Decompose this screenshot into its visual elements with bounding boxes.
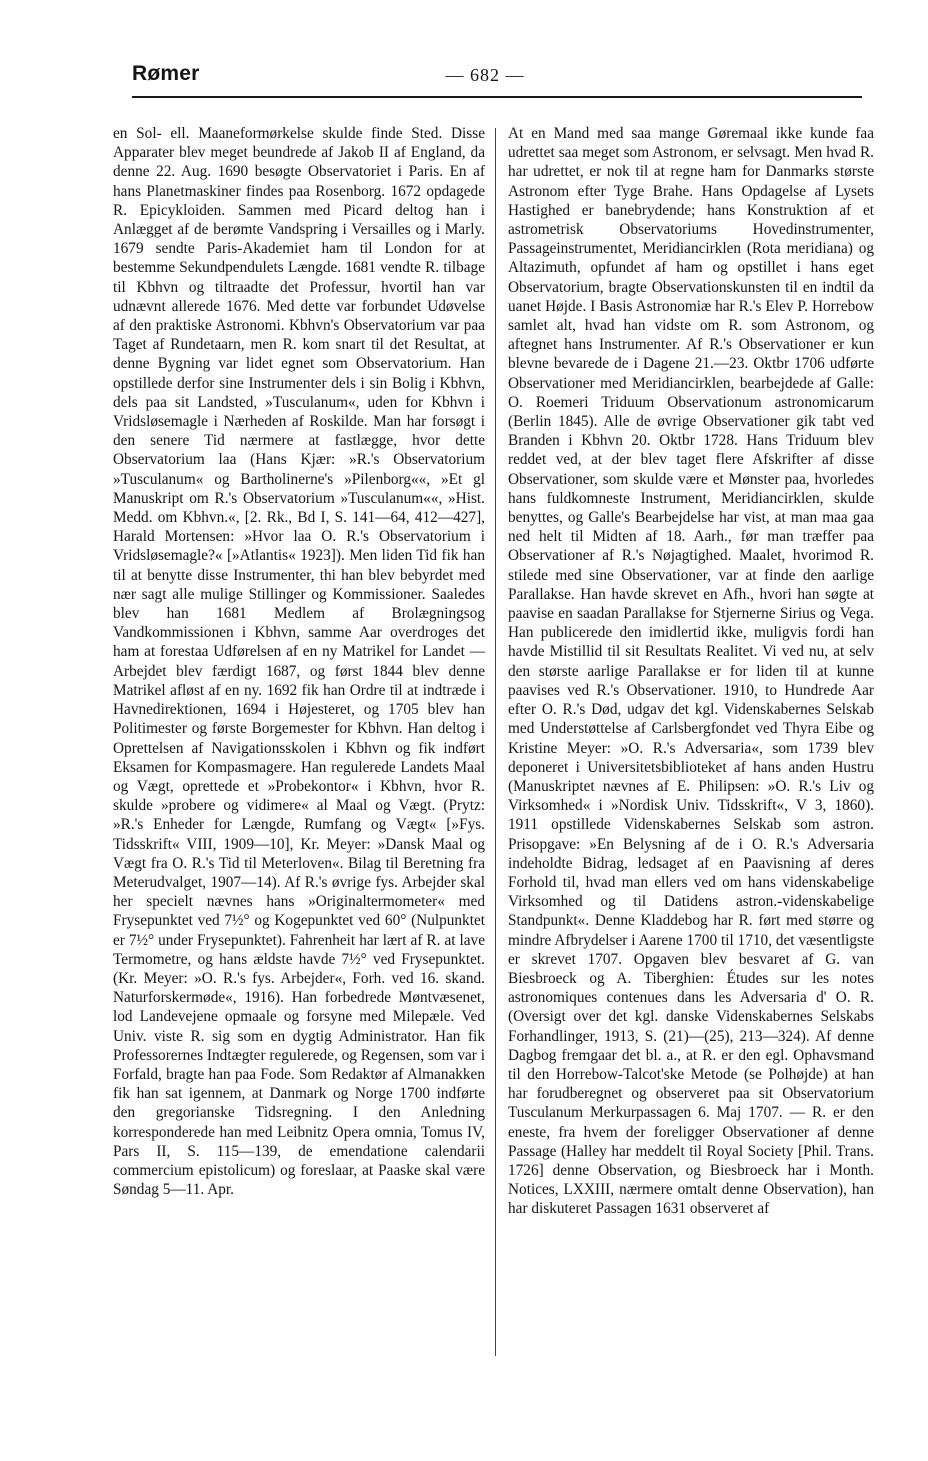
- page-number: — 682 —: [445, 65, 525, 85]
- left-column-text: en Sol- ell. Maaneformørkelse skulde finde Sted. Disse Apparater blev meget beundrede af Jakob II af England, da denne 22. Aug. 1690 besøgte Observatoriet i Paris. En af hans Planetmaskiner findes paa Rosenborg. 1672 opdagede R. Epicykloiden. Sammen med Picard deltog han i Anlægget af de berømte Vandspring i Versailles og i Marly. 1679 sendte Paris-Akademiet ham til London for at bestemme Sekundpendulets Længde. 1681 vendte R. tilbage til Kbhvn og tiltraadte det Professur, hvortil han var udnævnt allerede 1676. Med dette var forbundet Udøvelse af den praktiske Astronomi. Kbhvn's Observatorium var paa Taget af Rundetaarn, men R. kom snart til det Resultat, at denne Bygning var lidet egnet som Observatorium. Han opstillede derfor sine Instrumenter dels i sin Bolig i Kbhvn, dels paa sit Landsted, »Tusculanum«, uden for Kbhvn i Vridsløsemagle i Nærheden af Roskilde. Man har forsøgt i den senere Tid nærmere at fastlægge, hvor dette Observatorium laa (Hans Kjær: »R.'s Observatorium »Tusculanum« og Bartholinerne's »Pilenborg««, »Et gl Manuskript om R.'s Observatorium »Tusculanum««, »Hist. Medd. om Kbhvn.«, [2. Rk., Bd I, S. 141—64, 412—427], Harald Mortensen: »Hvor laa O. R.'s Observatorium i Vridsløsemagle?« [»Atlantis« 1923]). Men liden Tid fik han til at benytte disse Instrumenter, thi han blev bebyrdet med nær sagt alle mulige Stillinger og Kommissioner. Saaledes blev han 1681 Medlem af Brolægningsog Vandkommissionen i Kbhvn, samme Aar overdroges det ham at forestaa Udførelsen af en ny Matrikel for Landet — Arbejdet blev færdigt 1687, og først 1844 blev denne Matrikel afløst af en ny. 1692 fik han Ordre til at indtræde i Havnedirektionen, 1694 i Højesteret, og 1705 blev han Politimester og første Borgemester for Kbhvn. Han deltog i Oprettelsen af Navigationsskolen i Kbhvn og fik indført Eksamen for Kompasmagere. Han regulerede Landets Maal og Vægt, oprettede et »Probekontor« i Kbhvn, hvor R. skulde »probere og vidimere« al Maal og Vægt. (Prytz: »R.'s Enheder for Længde, Rumfang og Vægt« [»Fys. Tidsskrift« VIII, 1909—10], Kr. Meyer: »Dansk Maal og Vægt fra O. R.'s Tid til Meterloven«. Bilag til Beretning fra Meterudvalget, 1907—14). Af R.'s øvrige fys. Arbejder skal her specielt nævnes hans »Originaltermometer« med Frysepunktet ved 7½° og Kogepunktet ved 60° (Nulpunktet er 7½° under Frysepunktet). Fahrenheit har lært af R. at lave Termometre, og hans ældste havde 7½° ved Frysepunktet. (Kr. Meyer: »O. R.'s fys. Arbejder«, Forh. ved 16. skand. Naturforskermøde«, 1916). Han forbedrede Møntvæsenet, lod Landevejene opmaale og forsyne med Milepæle. Ved Univ. viste R. sig som en dygtig Administrator. Han fik Professorernes Indtægter regulerede, og Regensen, som var i Forfald, bragte han paa Fode. Som Redaktør af Almanakken fik han sat igennem, at Danmark og Norge 1700 indførte den gregorianske Tidsregning. I den Anledning korresponderede han med Leibnitz Opera omnia, Tomus IV, Pars II, S. 115—139, de emendatione calendarii commercium epistolicum) og foreslaar, at Paaske skal være Søndag 5—11. Apr.: [113, 125, 485, 1199]
- page-header: [0, 0, 928, 110]
- running-head: Rømer: [132, 62, 200, 85]
- right-column: [508, 124, 874, 1219]
- header-rule: [132, 96, 862, 98]
- right-column-text: At en Mand med saa mange Gøremaal ikke kunde faa udrettet saa meget som Astronom, er selvsagt. Men hvad R. har udrettet, er nok til at regne ham for Danmarks største Astronom efter Tyge Brahe. Hans Opdagelse af Lysets Hastighed er banebrydende; hans Konstruktion af et astrometrisk Observatoriums Hovedinstrumenter, Passageinstrumentet, Meridiancirklen (Rota meridiana) og Altazimuth, opfundet af ham og opstillet i hans eget Observatorium, bragte Observationskunsten til en indtil da uanet Højde. I Basis Astronomiæ har R.'s Elev P. Horrebow samlet alt, hvad han vidste om R. som Astronom, og aftegnet hans Instrumenter. Af R.'s Observationer er kun blevne bevarede de i Dagene 21.—23. Oktbr 1706 udførte Observationer med Meridiancirklen, bearbejdede af Galle: O. Roemeri Triduum Observationum astronomicarum (Berlin 1845). Alle de øvrige Observationer gik tabt ved Branden i Kbhvn 20. Oktbr 1728. Hans Triduum blev reddet ved, at der blev taget flere Afskrifter af disse Observationer, som skulde være et Mønster paa, hvorledes hans fuldkomneste Instrument, Meridiancirklen, skulde benyttes, og Galle's Bearbejdelse har vist, at man maa gaa ned helt til Midten af 18. Aarh., før man træffer paa Observationer af R.'s Nøjagtighed. Maalet, hvorimod R. stilede med sine Observationer, var at finde den aarlige Parallakse. Han havde skrevet en Afh., hvori han søgte at paavise en saadan Parallakse for Stjernerne Sirius og Vega. Han publicerede den imidlertid ikke, muligvis fordi han havde Mistillid til sit Resultats Realitet. Vi ved nu, at selv den største aarlige Parallakse er for liden til at kunne paavises ved R.'s Observationer. 1910, to Hundrede Aar efter O. R.'s Død, udgav det kgl. Videnskabernes Selskab med Understøttelse af Carlsbergfondet ved Thyra Eibe og Kristine Meyer: »O. R.'s Adversaria«, som 1739 blev deponeret i Universitetsbiblioteket af hans anden Hustru (Manuskriptet nævnes af E. Philipsen: »O. R.'s Liv og Virksomhed« i »Nordisk Univ. Tidsskrift«, V 3, 1860). 1911 opstillede Videnskabernes Selskab som astron. Prisopgave: »En Belysning af de i O. R.'s Adversaria indeholdte Bidrag, ledsaget af en Paavisning af deres Forhold til, hvad man ellers ved om hans videnskabelige Virksomhed og til Datidens astron.-videnskabelige Standpunkt«. Denne Kladdebog har R. ført med større og mindre Afbrydelser i Aarene 1700 til 1710, det væsentligste er skrevet 1707. Opgaven blev besvaret af G. van Biesbroeck og A. Tiberghien: Études sur les notes astronomiques contenues dans les Adversaria d' O. R. (Oversigt over det kgl. danske Videnskabernes Selskabs Forhandlinger, 1913, S. (21)—(25), 213—324). Af denne Dagbog fremgaar det bl. a., at R. er den egl. Ophavsmand til den Horrebow-Talcot'ske Metode (se Polhøjde) at han har forudberegnet og observeret paa sit Observatorium Tusculanum Merkurpassagen 6. Maj 1707. — R. er den eneste, fra hvem der foreligger Observationer af denne Passage (Halley har meddelt til Royal Society [Phil. Trans. 1726] denne Observation, og Biesbroeck har i Month. Notices, LXXIII, nærmere omtalt denne Observation), han har diskuteret Passagen 1631 observeret af: [508, 125, 874, 1218]
- left-column: [113, 124, 485, 1199]
- column-divider: [495, 128, 496, 1356]
